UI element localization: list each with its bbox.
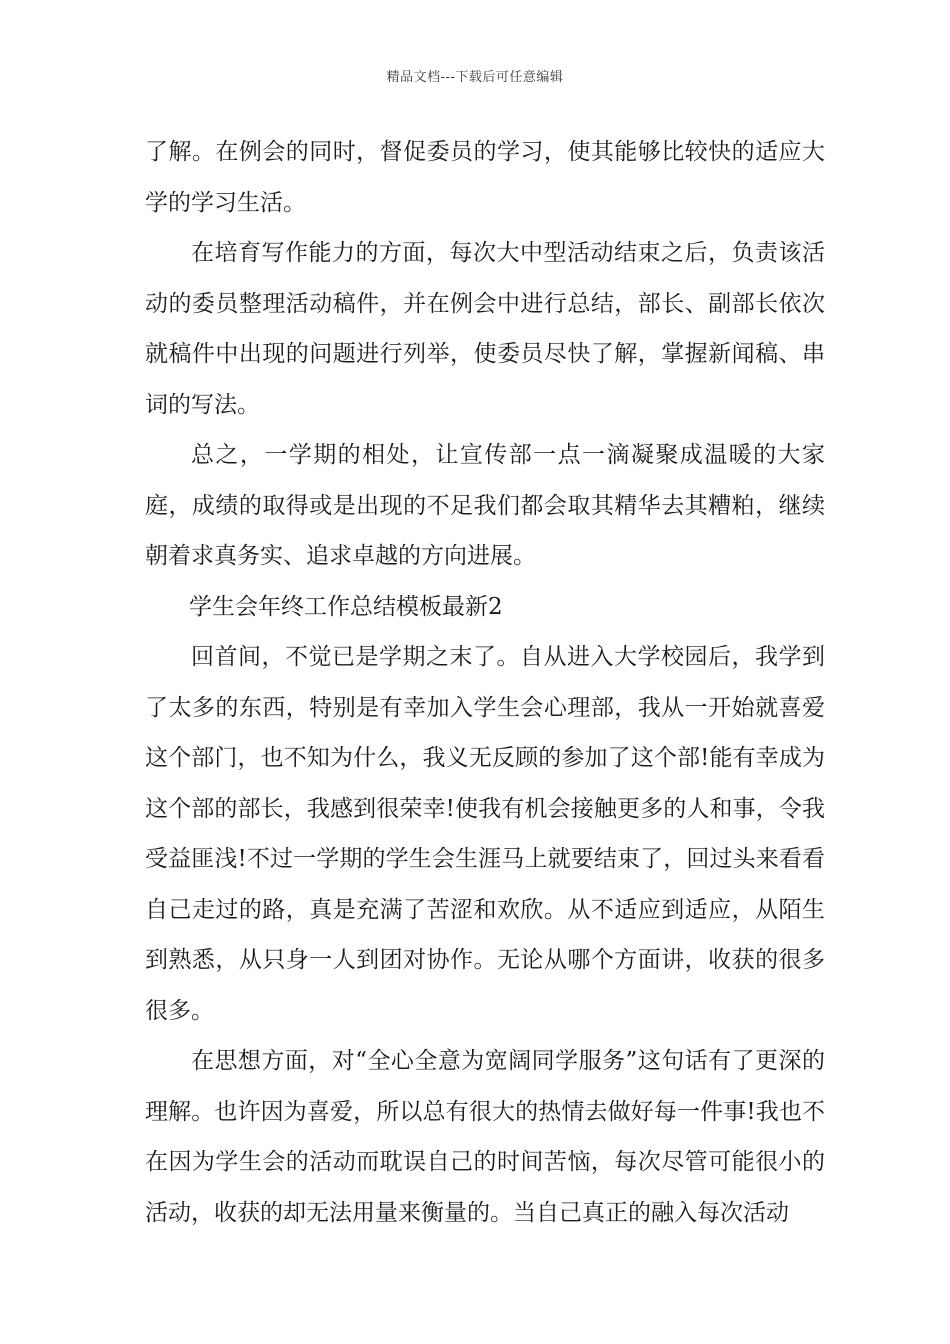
paragraph-conclusion: 总之，一学期的相处，让宣传部一点一滴凝聚成温暖的大家庭，成绩的取得或是出现的不足我们都会取其精华去其糟粕，继续朝着求真务实、追求卓越的方向进展。 — [145, 442, 825, 569]
page-header: 精品文档---下载后可任意编辑 — [386, 70, 564, 85]
paragraph-continuation: 了解。在例会的同时，督促委员的学习，使其能够比较快的适应大学的学习生活。 — [145, 139, 825, 216]
document-body — [145, 127, 825, 1238]
paragraph-thinking: 在思想方面，对“全心全意为宽阔同学服务”这句话有了更深的理解。也许因为喜爱，所以总有很大的热情去做好每一件事!我也不在因为学生会的活动而耽误自己的时间苦恼，每次尽管可能很小的活动，收获的却无法用量来衡量的。当自己真正的融入每次活动 — [145, 1048, 825, 1226]
paragraph-retrospective: 回首间，不觉已是学期之末了。自从进入大学校园后，我学到了太多的东西，特别是有幸加入学生会心理部，我从一开始就喜爱这个部门，也不知为什么，我义无反顾的参加了这个部!能有幸成为这个部的部长，我感到很荣幸!使我有机会接触更多的人和事，令我受益匪浅!不过一学期的学生会生涯马上就要结束了，回过头来看看自己走过的路，真是充满了苦涩和欢欣。从不适应到适应，从陌生到熟悉，从只身一人到团对协作。无论从哪个方面讲，收获的很多很多。 — [145, 644, 825, 1024]
paragraph-writing-ability: 在培育写作能力的方面，每次大中型活动结束之后，负责该活动的委员整理活动稿件，并在例会中进行总结，部长、副部长依次就稿件中出现的问题进行列举，使委员尽快了解，掌握新闻稿、串词的写法。 — [145, 240, 825, 418]
section-heading: 学生会年终工作总结模板最新2 — [189, 593, 503, 620]
